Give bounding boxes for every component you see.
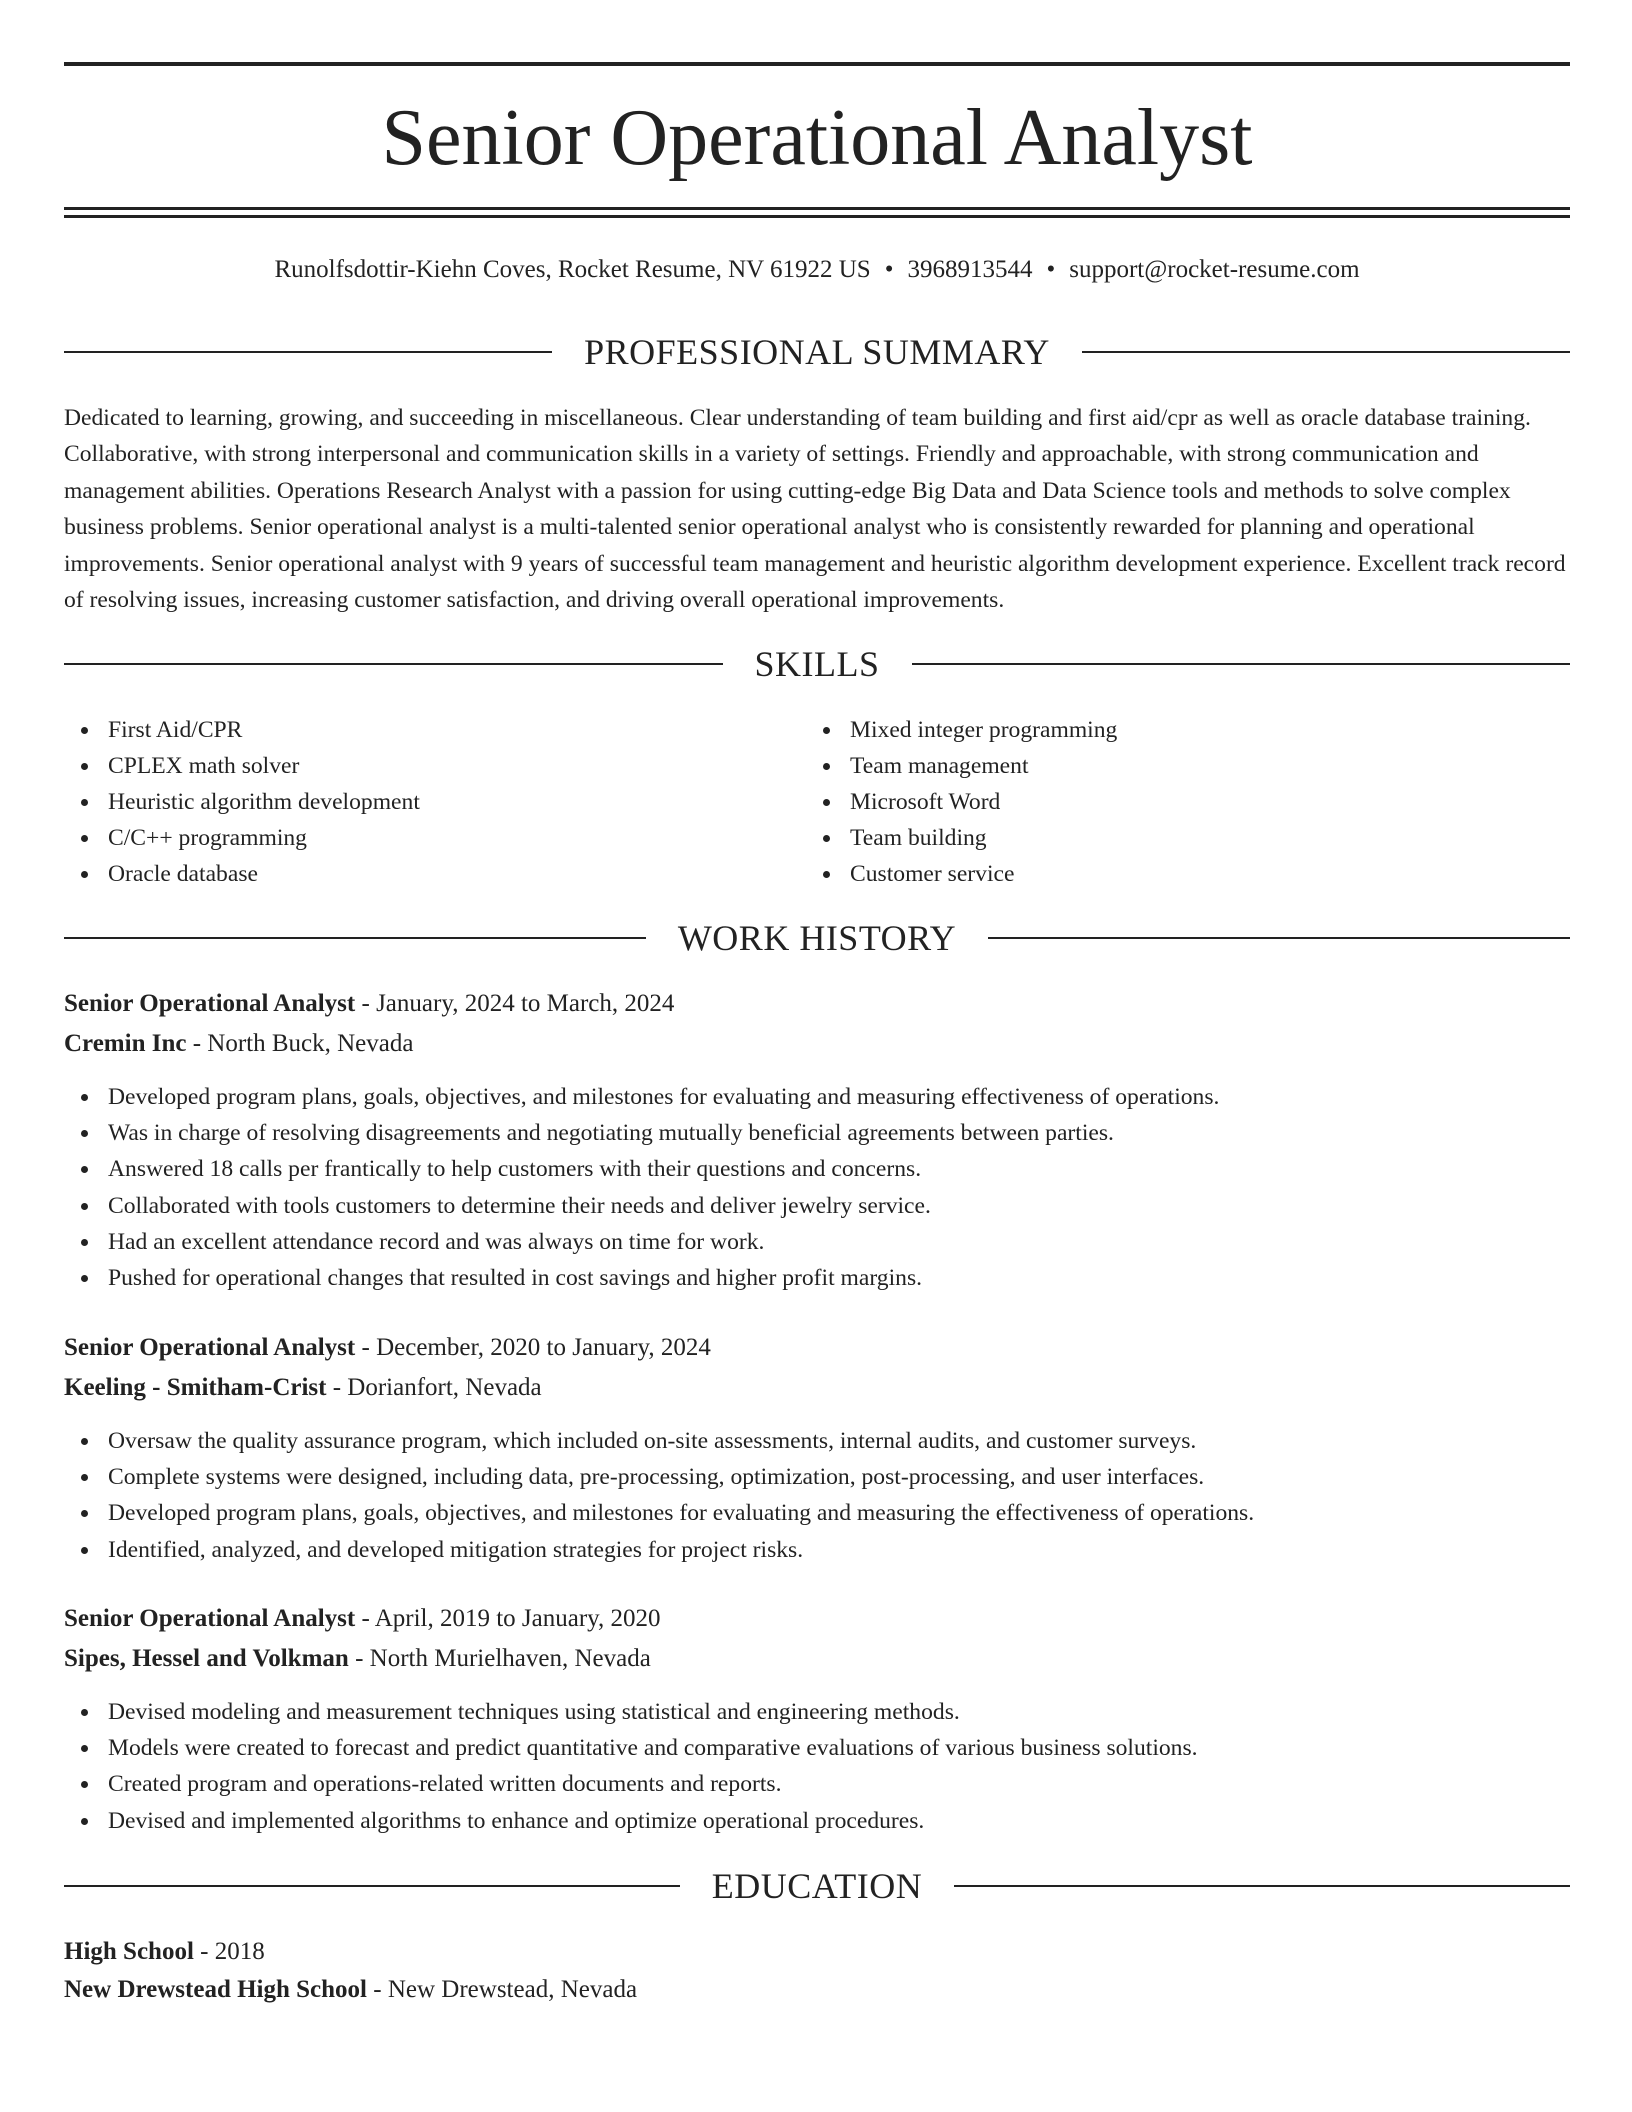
heading-rule [988, 937, 1570, 939]
heading-rule [64, 937, 646, 939]
education-year: - 2018 [200, 1938, 265, 1965]
heading-rule [64, 1885, 680, 1887]
skill-item: Microsoft Word [806, 784, 1117, 820]
job-location: - North Murielhaven, Nevada [355, 1645, 651, 1672]
job-bullet: Collaborated with tools customers to determine their needs and deliver jewelry service. [64, 1188, 1570, 1224]
job-bullets [64, 1423, 1570, 1568]
education-school: New Drewstead High School [64, 1976, 368, 2003]
skill-item: C/C++ programming [64, 820, 420, 856]
contact-separator: • [884, 256, 894, 283]
skill-item: Oracle database [64, 856, 420, 892]
work-heading [64, 916, 1570, 960]
summary-heading [64, 330, 1570, 374]
job-bullet: Identified, analyzed, and developed mitigation strategies for project risks. [64, 1532, 1570, 1568]
job-title-line [64, 1601, 661, 1637]
heading-rule [954, 1885, 1570, 1887]
title-divider-lower [64, 215, 1570, 218]
contact-email: support@rocket-resume.com [1069, 256, 1360, 283]
work-heading-label: WORK HISTORY [677, 918, 957, 958]
job-dates: - December, 2020 to January, 2024 [361, 1334, 711, 1361]
heading-rule [912, 663, 1571, 665]
skill-item: CPLEX math solver [64, 748, 420, 784]
education-school-line [64, 1972, 637, 2008]
job-bullet: Had an excellent attendance record and was always on time for work. [64, 1224, 1570, 1260]
job-title: Senior Operational Analyst [64, 1605, 356, 1632]
job-bullet: Pushed for operational changes that resulted in cost savings and higher profit margins. [64, 1260, 1570, 1296]
summary-heading-label: PROFESSIONAL SUMMARY [584, 332, 1050, 372]
heading-rule [1082, 351, 1570, 353]
skill-item: First Aid/CPR [64, 712, 420, 748]
skill-item: Team building [806, 820, 1117, 856]
job-bullet: Oversaw the quality assurance program, which included on-site assessments, internal audits, and customer surveys. [64, 1423, 1570, 1459]
skills-heading [64, 642, 1570, 686]
job-bullet: Complete systems were designed, including data, pre-processing, optimization, post-processing, and user interfaces. [64, 1459, 1570, 1495]
job-bullet: Developed program plans, goals, objectives, and milestones for evaluating and measuring effectiveness of operations. [64, 1079, 1570, 1115]
education-degree: High School [64, 1938, 194, 1965]
education-heading [64, 1864, 1570, 1908]
job-bullets [64, 1694, 1570, 1839]
job-title: Senior Operational Analyst [64, 1334, 356, 1361]
resume-title: Senior Operational Analyst [381, 94, 1253, 182]
job-bullet: Devised modeling and measurement techniques using statistical and engineering methods. [64, 1694, 1570, 1730]
job-company: Keeling - Smitham-Crist [64, 1374, 327, 1401]
job-company-line [64, 1370, 542, 1406]
skills-heading-label: SKILLS [754, 644, 880, 684]
job-title-line [64, 986, 674, 1022]
skill-item: Customer service [806, 856, 1117, 892]
skills-list-right [806, 712, 1117, 892]
contact-address: Runolfsdottir-Kiehn Coves, Rocket Resume, NV 61922 US [274, 256, 871, 283]
job-bullet: Developed program plans, goals, objectives, and milestones for evaluating and measuring the effectiveness of operations. [64, 1495, 1570, 1531]
job-title: Senior Operational Analyst [64, 990, 356, 1017]
education-degree-line [64, 1934, 265, 1970]
job-bullet: Models were created to forecast and predict quantitative and comparative evaluations of various business solutions. [64, 1730, 1570, 1766]
job-company: Sipes, Hessel and Volkman [64, 1645, 349, 1672]
job-title-line [64, 1330, 711, 1366]
heading-rule [64, 351, 552, 353]
job-company: Cremin Inc [64, 1030, 187, 1057]
contact-line [64, 252, 1570, 288]
summary-text: Dedicated to learning, growing, and succeeding in miscellaneous. Clear understanding of team building and first aid/cpr as well as oracle database training. Collaborative, with strong interpersonal and communication skills in a variety of settings. Friendly and approachable, with strong communication and management abilities. Operations Research Analyst with a passion for using cutting-edge Big Data and Data Science tools and methods to solve complex business problems. Senior operational analyst is a multi-talented senior operational analyst who is consistently rewarded for planning and operational improvements. Senior operational analyst with 9 years of successful team management and heuristic algorithm development experience. Excellent track record of resolving issues, increasing customer satisfaction, and driving overall operational improvements. [64, 405, 1566, 614]
contact-phone: 3968913544 [907, 256, 1033, 283]
job-company-line [64, 1641, 651, 1677]
education-heading-label: EDUCATION [711, 1866, 923, 1906]
skill-item: Team management [806, 748, 1117, 784]
top-divider [64, 62, 1570, 66]
job-bullets [64, 1079, 1570, 1296]
job-dates: - April, 2019 to January, 2020 [361, 1605, 661, 1632]
job-bullet: Devised and implemented algorithms to enhance and optimize operational procedures. [64, 1803, 1570, 1839]
job-company-line [64, 1026, 413, 1062]
job-bullet: Was in charge of resolving disagreements and negotiating mutually beneficial agreements between parties. [64, 1115, 1570, 1151]
job-bullet: Answered 18 calls per frantically to help customers with their questions and concerns. [64, 1151, 1570, 1187]
skill-item: Heuristic algorithm development [64, 784, 420, 820]
contact-separator: • [1046, 256, 1056, 283]
job-location: - North Buck, Nevada [192, 1030, 414, 1057]
job-location: - Dorianfort, Nevada [332, 1374, 542, 1401]
heading-rule [64, 663, 723, 665]
skill-item: Mixed integer programming [806, 712, 1117, 748]
title-divider-upper [64, 207, 1570, 210]
education-location: - New Drewstead, Nevada [373, 1976, 638, 2003]
job-dates: - January, 2024 to March, 2024 [361, 990, 675, 1017]
skills-list-left [64, 712, 420, 892]
job-bullet: Created program and operations-related written documents and reports. [64, 1766, 1570, 1802]
